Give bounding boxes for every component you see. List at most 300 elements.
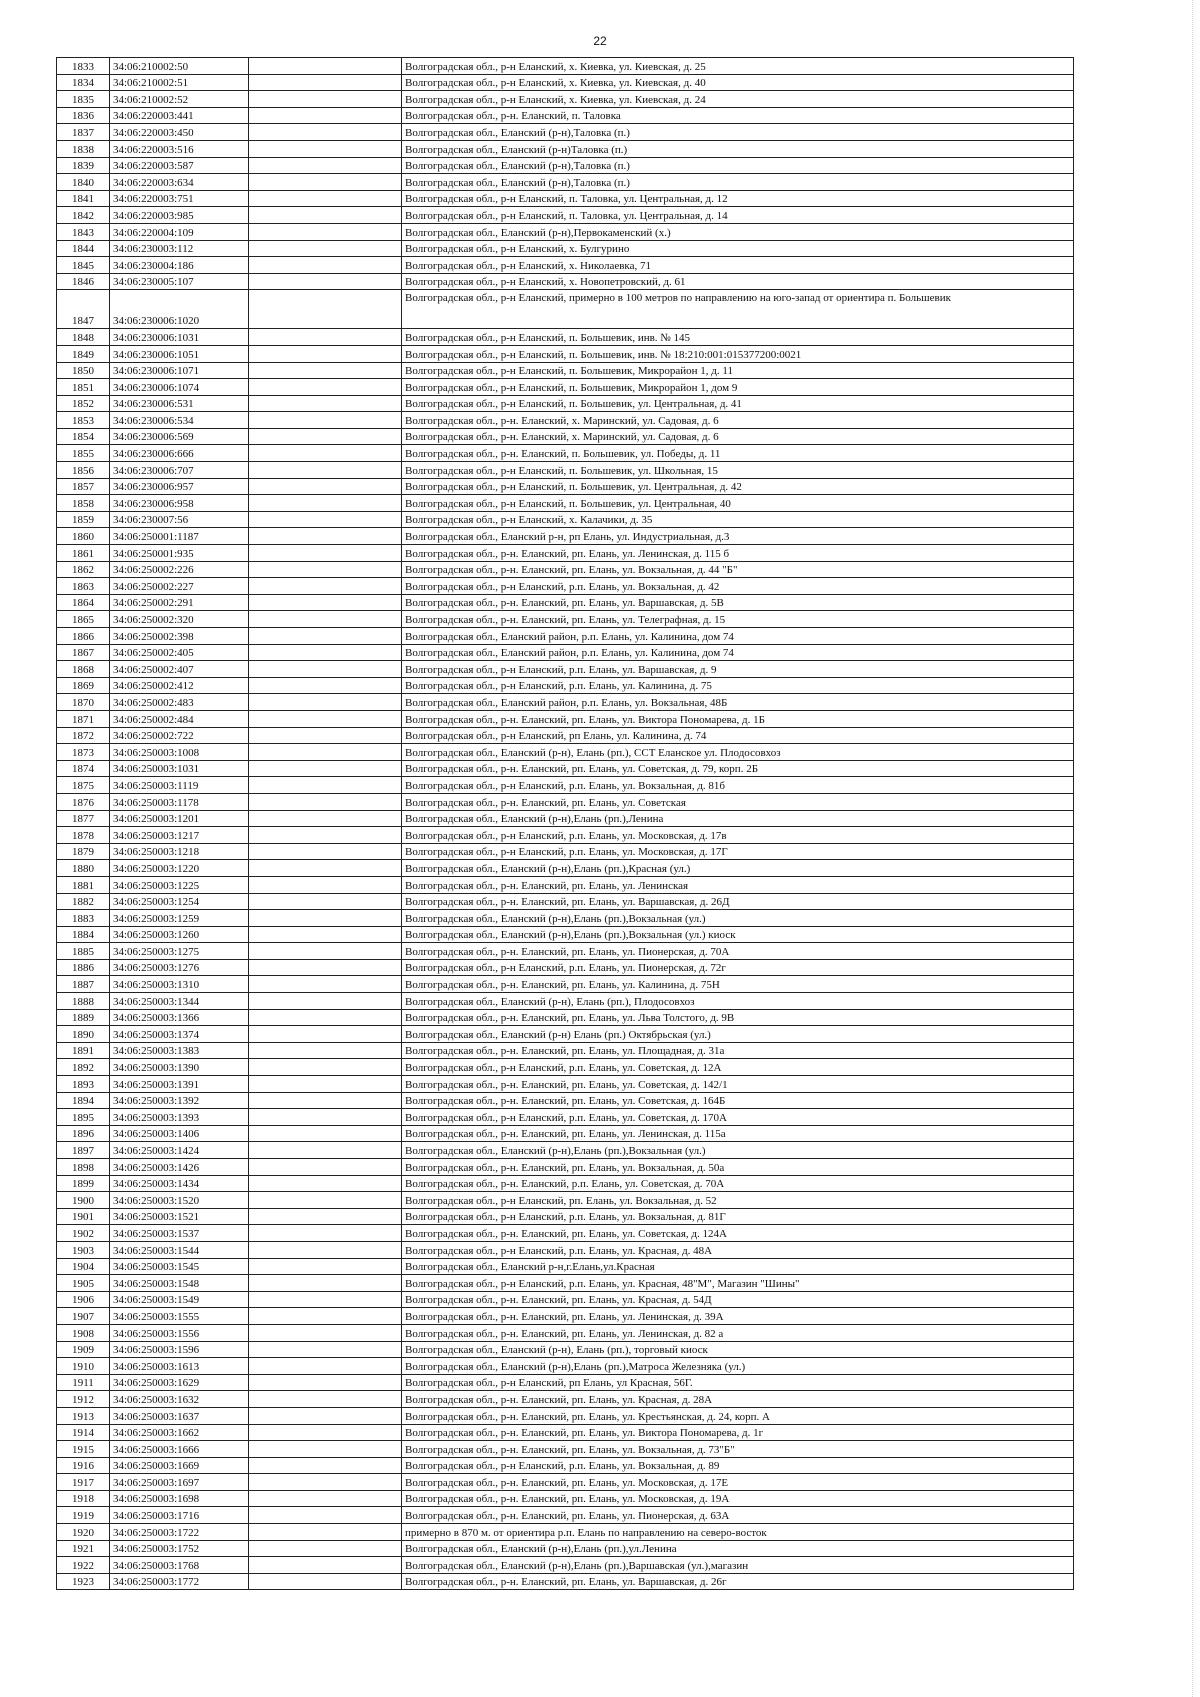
address-cell: Волгоградская обл., р-н. Еланский, рп. Елань, ул. Ленинская, д. 39А [402,1308,1074,1325]
cadastral-number-cell: 34:06:250002:483 [110,694,249,711]
cadastral-number-cell: 34:06:250003:1390 [110,1059,249,1076]
cadastral-number-cell: 34:06:230006:707 [110,462,249,479]
empty-cell [249,1125,402,1142]
table-row [57,157,1074,174]
cadastral-number-cell: 34:06:250003:1637 [110,1407,249,1424]
address-cell: Волгоградская обл., р-н. Еланский, рп. Елань, ул. Ленинская [402,876,1074,893]
empty-cell [249,810,402,827]
cadastral-number-cell: 34:06:230006:1031 [110,329,249,346]
table-row [57,694,1074,711]
cadastral-number-cell: 34:06:230006:534 [110,412,249,429]
table-row [57,257,1074,274]
empty-cell [249,1225,402,1242]
address-cell: Волгоградская обл., Еланский (р-н),Елань (рп.),Вокзальная (ул.) киоск [402,926,1074,943]
row-number-cell: 1868 [57,661,110,678]
empty-cell [249,744,402,761]
empty-cell [249,1092,402,1109]
empty-cell [249,1374,402,1391]
cadastral-number-cell: 34:06:250003:1310 [110,976,249,993]
empty-cell [249,273,402,290]
empty-cell [249,140,402,157]
address-cell: Волгоградская обл., р-н. Еланский, п. Таловка [402,107,1074,124]
row-number-cell: 1895 [57,1109,110,1126]
address-cell: Волгоградская обл., р-н. Еланский, рп. Елань, ул. Советская, д. 142/1 [402,1076,1074,1093]
row-number-cell: 1890 [57,1026,110,1043]
empty-cell [249,594,402,611]
cadastral-number-cell: 34:06:230007:56 [110,511,249,528]
table-row [57,1042,1074,1059]
cadastral-number-cell: 34:06:220003:751 [110,190,249,207]
empty-cell [249,74,402,91]
table-row [57,893,1074,910]
table-row [57,1175,1074,1192]
row-number-cell: 1836 [57,107,110,124]
cadastral-number-cell: 34:06:250003:1178 [110,793,249,810]
address-cell: Волгоградская обл., Еланский (р-н),Елань (рп.),Ленина [402,810,1074,827]
table-row [57,1291,1074,1308]
address-cell: Волгоградская обл., р-н Еланский, р.п. Елань, ул. Московская, д. 17в [402,827,1074,844]
address-cell: Волгоградская обл., Еланский (р-н),Елань (рп.),Вокзальная (ул.) [402,1142,1074,1159]
cadastral-number-cell: 34:06:250003:1698 [110,1490,249,1507]
empty-cell [249,257,402,274]
empty-cell [249,1291,402,1308]
cadastral-number-cell: 34:06:220003:441 [110,107,249,124]
cadastral-number-cell: 34:06:210002:51 [110,74,249,91]
cadastral-number-cell: 34:06:230006:1020 [110,290,249,329]
row-number-cell: 1854 [57,428,110,445]
table-row [57,677,1074,694]
address-cell: Волгоградская обл., Еланский (р-н),Елань (рп.),Варшавская (ул.),магазин [402,1557,1074,1574]
cadastral-number-cell: 34:06:250003:1374 [110,1026,249,1043]
row-number-cell: 1889 [57,1009,110,1026]
row-number-cell: 1923 [57,1573,110,1590]
row-number-cell: 1843 [57,223,110,240]
table-row [57,395,1074,412]
cadastral-number-cell: 34:06:250003:1772 [110,1573,249,1590]
page-edge-line [1192,0,1194,1697]
empty-cell [249,1341,402,1358]
table-row [57,273,1074,290]
table-row [57,174,1074,191]
table-row [57,190,1074,207]
empty-cell [249,760,402,777]
row-number-cell: 1906 [57,1291,110,1308]
cadastral-number-cell: 34:06:250003:1549 [110,1291,249,1308]
table-row [57,1159,1074,1176]
table-row [57,578,1074,595]
cadastral-number-cell: 34:06:210002:50 [110,58,249,75]
row-number-cell: 1862 [57,561,110,578]
table-row [57,1507,1074,1524]
address-cell: Волгоградская обл., р-н. Еланский, рп. Елань, ул. Варшавская, д. 26Д [402,893,1074,910]
cadastral-number-cell: 34:06:250003:1520 [110,1192,249,1209]
table-row [57,290,1074,329]
address-cell: Волгоградская обл., р-н. Еланский, р.п. Елань, ул. Советская, д. 70А [402,1175,1074,1192]
cadastral-number-cell: 34:06:230003:112 [110,240,249,257]
table-row [57,910,1074,927]
cadastral-number-cell: 34:06:230005:107 [110,273,249,290]
cadastral-number-cell: 34:06:250003:1276 [110,959,249,976]
row-number-cell: 1921 [57,1540,110,1557]
cadastral-number-cell: 34:06:250002:291 [110,594,249,611]
address-cell: Волгоградская обл., Еланский (р-н),Елань (рп.),Матроса Железняка (ул.) [402,1358,1074,1375]
table-row [57,107,1074,124]
empty-cell [249,412,402,429]
address-cell: Волгоградская обл., р-н Еланский, р.п. Елань, ул. Советская, д. 12А [402,1059,1074,1076]
row-number-cell: 1845 [57,257,110,274]
address-cell: Волгоградская обл., Еланский район, р.п. Елань, ул. Калинина, дом 74 [402,628,1074,645]
row-number-cell: 1833 [57,58,110,75]
table-row [57,976,1074,993]
address-cell: Волгоградская обл., Еланский (р-н), Елань (рп.), Плодосовхоз [402,993,1074,1010]
empty-cell [249,694,402,711]
table-row [57,412,1074,429]
cadastral-number-cell: 34:06:220003:450 [110,124,249,141]
table-row [57,1225,1074,1242]
table-row [57,611,1074,628]
table-row [57,1275,1074,1292]
table-row [57,1341,1074,1358]
table-row [57,1092,1074,1109]
address-cell: Волгоградская обл., р-н Еланский, х. Новопетровский, д. 61 [402,273,1074,290]
table-row [57,1358,1074,1375]
row-number-cell: 1922 [57,1557,110,1574]
table-row [57,207,1074,224]
table-row [57,760,1074,777]
cadastral-number-cell: 34:06:220004:109 [110,223,249,240]
row-number-cell: 1871 [57,710,110,727]
address-cell: Волгоградская обл., Еланский р-н,г.Елань,ул.Красная [402,1258,1074,1275]
cadastral-number-cell: 34:06:250003:1201 [110,810,249,827]
row-number-cell: 1917 [57,1474,110,1491]
empty-cell [249,1175,402,1192]
empty-cell [249,1059,402,1076]
cadastral-number-cell: 34:06:230004:186 [110,257,249,274]
address-cell: Волгоградская обл., р-н Еланский, х. Киевка, ул. Киевская, д. 40 [402,74,1074,91]
cadastral-number-cell: 34:06:250003:1259 [110,910,249,927]
row-number-cell: 1903 [57,1241,110,1258]
empty-cell [249,124,402,141]
address-cell: Волгоградская обл., р-н. Еланский, рп. Елань, ул. Виктора Пономарева, д. 1г [402,1424,1074,1441]
empty-cell [249,1208,402,1225]
empty-cell [249,943,402,960]
address-cell: Волгоградская обл., Еланский (р-н),Елань (рп.),Красная (ул.) [402,860,1074,877]
table-row [57,1540,1074,1557]
cadastral-number-cell: 34:06:250003:1392 [110,1092,249,1109]
address-cell: Волгоградская обл., р-н Еланский, р.п. Елань, ул. Московская, д. 17Г [402,843,1074,860]
cadastral-number-cell: 34:06:230006:569 [110,428,249,445]
table-row [57,91,1074,108]
row-number-cell: 1888 [57,993,110,1010]
table-row [57,445,1074,462]
row-number-cell: 1866 [57,628,110,645]
address-cell: Волгоградская обл., р-н. Еланский, рп. Елань, ул. Пионерская, д. 63А [402,1507,1074,1524]
address-cell: Волгоградская обл., р-н Еланский, х. Киевка, ул. Киевская, д. 24 [402,91,1074,108]
row-number-cell: 1839 [57,157,110,174]
row-number-cell: 1849 [57,345,110,362]
address-cell: Волгоградская обл., р-н Еланский, п. Большевик, ул. Школьная, 15 [402,462,1074,479]
table-row [57,727,1074,744]
row-number-cell: 1861 [57,545,110,562]
row-number-cell: 1914 [57,1424,110,1441]
table-row [57,329,1074,346]
address-cell: Волгоградская обл., Еланский район, р.п. Елань, ул. Вокзальная, 48Б [402,694,1074,711]
table-row [57,1192,1074,1209]
address-cell: Волгоградская обл., Еланский (р-н),Елань (рп.),Вокзальная (ул.) [402,910,1074,927]
cadastral-number-cell: 34:06:250003:1716 [110,1507,249,1524]
cadastral-number-cell: 34:06:250003:1544 [110,1241,249,1258]
empty-cell [249,1308,402,1325]
row-number-cell: 1881 [57,876,110,893]
address-cell: Волгоградская обл., р-н. Еланский, х. Маринский, ул. Садовая, д. 6 [402,428,1074,445]
table-row [57,777,1074,794]
row-number-cell: 1910 [57,1358,110,1375]
empty-cell [249,428,402,445]
row-number-cell: 1920 [57,1524,110,1541]
table-row [57,1026,1074,1043]
cadastral-number-cell: 34:06:250003:1008 [110,744,249,761]
cadastral-number-cell: 34:06:230006:1074 [110,379,249,396]
row-number-cell: 1887 [57,976,110,993]
cadastral-number-cell: 34:06:210002:52 [110,91,249,108]
row-number-cell: 1897 [57,1142,110,1159]
row-number-cell: 1847 [57,290,110,329]
address-cell: Волгоградская обл., р-н Еланский, х. Калачики, д. 35 [402,511,1074,528]
address-cell: Волгоградская обл., р-н. Еланский, рп. Елань, ул. Советская [402,793,1074,810]
cadastral-number-cell: 34:06:250001:1187 [110,528,249,545]
cadastral-number-cell: 34:06:250003:1393 [110,1109,249,1126]
address-cell: Волгоградская обл., Еланский (р-н),Таловка (п.) [402,157,1074,174]
address-cell: Волгоградская обл., р-н Еланский, п. Большевик, инв. № 145 [402,329,1074,346]
row-number-cell: 1867 [57,644,110,661]
address-cell: Волгоградская обл., р-н Еланский, х. Николаевка, 71 [402,257,1074,274]
cadastral-number-cell: 34:06:250003:1225 [110,876,249,893]
address-cell: Волгоградская обл., р-н Еланский, р.п. Елань, ул. Варшавская, д. 9 [402,661,1074,678]
empty-cell [249,793,402,810]
address-cell: Волгоградская обл., р-н. Еланский, рп. Елань, ул. Площадная, д. 31а [402,1042,1074,1059]
table-row [57,545,1074,562]
empty-cell [249,1358,402,1375]
row-number-cell: 1864 [57,594,110,611]
table-row [57,240,1074,257]
empty-cell [249,1241,402,1258]
address-cell: Волгоградская обл., р-н. Еланский, рп. Елань, ул. Московская, д. 19А [402,1490,1074,1507]
table-row [57,1241,1074,1258]
address-cell: Волгоградская обл., р-н. Еланский, рп. Елань, ул. Красная, д. 28А [402,1391,1074,1408]
row-number-cell: 1905 [57,1275,110,1292]
row-number-cell: 1900 [57,1192,110,1209]
empty-cell [249,511,402,528]
table-row [57,140,1074,157]
address-cell: Волгоградская обл., р-н Еланский, р.п. Елань, ул. Вокзальная, д. 89 [402,1457,1074,1474]
empty-cell [249,628,402,645]
empty-cell [249,1009,402,1026]
address-cell: Волгоградская обл., р-н Еланский, п. Большевик, ул. Центральная, д. 41 [402,395,1074,412]
empty-cell [249,1109,402,1126]
cadastral-number-cell: 34:06:250003:1275 [110,943,249,960]
address-cell: Волгоградская обл., Еланский район, р.п. Елань, ул. Калинина, дом 74 [402,644,1074,661]
address-cell: Волгоградская обл., р-н Еланский, р.п. Елань, ул. Пионерская, д. 72г [402,959,1074,976]
empty-cell [249,495,402,512]
cadastral-number-cell: 34:06:250003:1752 [110,1540,249,1557]
empty-cell [249,395,402,412]
empty-cell [249,1042,402,1059]
empty-cell [249,1457,402,1474]
empty-cell [249,1507,402,1524]
cadastral-number-cell: 34:06:220003:634 [110,174,249,191]
cadastral-number-cell: 34:06:250002:722 [110,727,249,744]
row-number-cell: 1857 [57,478,110,495]
cadastral-number-cell: 34:06:250002:405 [110,644,249,661]
address-cell: Волгоградская обл., р-н Еланский, п. Большевик, ул. Центральная, д. 42 [402,478,1074,495]
address-cell: Волгоградская обл., р-н Еланский, р.п. Елань, ул. Красная, д. 48А [402,1241,1074,1258]
row-number-cell: 1885 [57,943,110,960]
row-number-cell: 1898 [57,1159,110,1176]
row-number-cell: 1856 [57,462,110,479]
cadastral-number-cell: 34:06:250002:407 [110,661,249,678]
table-row [57,1407,1074,1424]
cadastral-number-cell: 34:06:250003:1613 [110,1358,249,1375]
cadastral-number-cell: 34:06:250003:1254 [110,893,249,910]
empty-cell [249,727,402,744]
address-cell: Волгоградская обл., Еланский (р-н),Елань (рп.),ул.Ленина [402,1540,1074,1557]
address-cell: Волгоградская обл., р-н. Еланский, рп. Елань, ул. Калинина, д. 75Н [402,976,1074,993]
empty-cell [249,462,402,479]
cadastral-number-cell: 34:06:250003:1722 [110,1524,249,1541]
row-number-cell: 1909 [57,1341,110,1358]
cadastral-number-cell: 34:06:250002:226 [110,561,249,578]
row-number-cell: 1879 [57,843,110,860]
address-cell: Волгоградская обл., р-н Еланский, х. Киевка, ул. Киевская, д. 25 [402,58,1074,75]
empty-cell [249,1490,402,1507]
row-number-cell: 1846 [57,273,110,290]
cadastral-number-cell: 34:06:250003:1366 [110,1009,249,1026]
table-row [57,1424,1074,1441]
cadastral-number-cell: 34:06:250002:320 [110,611,249,628]
address-cell: Волгоградская обл., Еланский (р-н),Таловка (п.) [402,174,1074,191]
address-cell: Волгоградская обл., р-н. Еланский, п. Большевик, ул. Победы, д. 11 [402,445,1074,462]
row-number-cell: 1877 [57,810,110,827]
address-cell: Волгоградская обл., р-н Еланский, р.п. Елань, ул. Вокзальная, д. 81б [402,777,1074,794]
empty-cell [249,843,402,860]
row-number-cell: 1901 [57,1208,110,1225]
row-number-cell: 1844 [57,240,110,257]
cadastral-number-cell: 34:06:230006:958 [110,495,249,512]
table-row [57,1391,1074,1408]
row-number-cell: 1904 [57,1258,110,1275]
empty-cell [249,976,402,993]
empty-cell [249,644,402,661]
empty-cell [249,58,402,75]
empty-cell [249,345,402,362]
table-row [57,1324,1074,1341]
cadastral-number-cell: 34:06:250003:1669 [110,1457,249,1474]
cadastral-number-cell: 34:06:230006:531 [110,395,249,412]
row-number-cell: 1859 [57,511,110,528]
cadastral-number-cell: 34:06:230006:957 [110,478,249,495]
row-number-cell: 1896 [57,1125,110,1142]
row-number-cell: 1858 [57,495,110,512]
empty-cell [249,1441,402,1458]
address-cell: Волгоградская обл., р-н Еланский, примерно в 100 метров по направлению на юго-запад от ориентира п. Большевик [402,290,1074,329]
empty-cell [249,578,402,595]
address-cell: Волгоградская обл., р-н Еланский, п. Большевик, ул. Центральная, 40 [402,495,1074,512]
table-row [57,1524,1074,1541]
cadastral-number-cell: 34:06:230006:666 [110,445,249,462]
row-number-cell: 1883 [57,910,110,927]
row-number-cell: 1851 [57,379,110,396]
cadastral-number-cell: 34:06:250002:412 [110,677,249,694]
row-number-cell: 1841 [57,190,110,207]
address-cell: Волгоградская обл., р-н. Еланский, рп. Елань, ул. Красная, д. 54Д [402,1291,1074,1308]
row-number-cell: 1850 [57,362,110,379]
row-number-cell: 1876 [57,793,110,810]
table-row [57,58,1074,75]
cadastral-number-cell: 34:06:250001:935 [110,545,249,562]
cadastral-number-cell: 34:06:250003:1632 [110,1391,249,1408]
row-number-cell: 1894 [57,1092,110,1109]
address-cell: Волгоградская обл., р-н. Еланский, рп. Елань, ул. Советская, д. 79, корп. 2Б [402,760,1074,777]
empty-cell [249,993,402,1010]
row-number-cell: 1908 [57,1324,110,1341]
cadastral-number-cell: 34:06:250003:1391 [110,1076,249,1093]
row-number-cell: 1884 [57,926,110,943]
cadastral-number-cell: 34:06:250003:1556 [110,1324,249,1341]
address-cell: Волгоградская обл., р-н. Еланский, рп. Елань, ул. Вокзальная, д. 44 "Б" [402,561,1074,578]
address-cell: Волгоградская обл., р-н Еланский, п. Большевик, Микрорайон 1, д. 11 [402,362,1074,379]
row-number-cell: 1842 [57,207,110,224]
empty-cell [249,876,402,893]
empty-cell [249,478,402,495]
table-row [57,1474,1074,1491]
table-row [57,1258,1074,1275]
address-cell: Волгоградская обл., р-н Еланский, р.п. Елань, ул. Калинина, д. 75 [402,677,1074,694]
cadastral-number-cell: 34:06:250003:1344 [110,993,249,1010]
empty-cell [249,1159,402,1176]
empty-cell [249,777,402,794]
address-cell: Волгоградская обл., Еланский (р-н), Елань (рп.), торговый киоск [402,1341,1074,1358]
cadastral-number-cell: 34:06:250003:1545 [110,1258,249,1275]
empty-cell [249,710,402,727]
row-number-cell: 1899 [57,1175,110,1192]
row-number-cell: 1880 [57,860,110,877]
cadastral-number-cell: 34:06:230006:1051 [110,345,249,362]
empty-cell [249,1424,402,1441]
empty-cell [249,1275,402,1292]
empty-cell [249,1524,402,1541]
row-number-cell: 1891 [57,1042,110,1059]
empty-cell [249,329,402,346]
table-row [57,594,1074,611]
address-cell: Волгоградская обл., р-н. Еланский, рп. Елань, ул. Ленинская, д. 115а [402,1125,1074,1142]
table-row [57,628,1074,645]
empty-cell [249,207,402,224]
page-number: 22 [593,34,607,48]
row-number-cell: 1913 [57,1407,110,1424]
cadastral-number-cell: 34:06:250003:1537 [110,1225,249,1242]
row-number-cell: 1852 [57,395,110,412]
table-row [57,1125,1074,1142]
empty-cell [249,1026,402,1043]
address-cell: Волгоградская обл., р-н. Еланский, рп. Елань, ул. Советская, д. 124А [402,1225,1074,1242]
row-number-cell: 1907 [57,1308,110,1325]
table-row [57,1059,1074,1076]
table-row [57,462,1074,479]
address-cell: Волгоградская обл., р-н. Еланский, х. Маринский, ул. Садовая, д. 6 [402,412,1074,429]
cadastral-number-cell: 34:06:250002:484 [110,710,249,727]
row-number-cell: 1892 [57,1059,110,1076]
empty-cell [249,362,402,379]
